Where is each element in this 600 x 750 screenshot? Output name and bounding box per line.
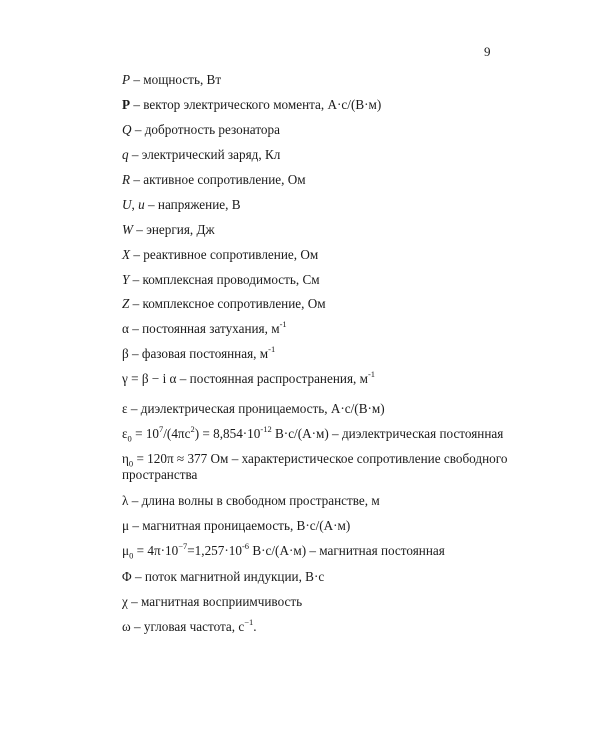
symbol: P: [122, 72, 131, 87]
entry-quality-factor: [122, 122, 280, 138]
entry-electric-moment-vector: [122, 97, 381, 113]
definition: – добротность резонатора: [131, 122, 280, 137]
definition: – электрический заряд, Кл: [128, 147, 281, 162]
entry-susceptibility: [122, 594, 302, 610]
symbol: χ: [122, 594, 128, 609]
definition: – постоянная распространения, м: [176, 371, 368, 386]
symbol: P: [122, 97, 131, 112]
definition: – напряжение, В: [144, 197, 241, 212]
symbol: Q: [122, 122, 132, 137]
symbol-alt: u: [138, 197, 145, 212]
exponent: -6: [241, 540, 250, 551]
formula-part: = 10: [131, 426, 160, 441]
entry-attenuation: [122, 318, 287, 337]
entry-admittance: [122, 272, 320, 288]
formula-part: = 4π·10: [133, 543, 179, 558]
exponent: −1: [244, 616, 254, 627]
symbol: μ: [122, 543, 130, 558]
entry-permittivity: [122, 401, 385, 417]
formula-part: ) = 8,854·10: [194, 426, 261, 441]
definition: – длина волны в свободном пространстве, м: [128, 493, 380, 508]
entry-impedance: [122, 296, 326, 312]
exponent: 7: [159, 423, 164, 434]
entry-energy: [122, 222, 215, 238]
subscript: 0: [128, 458, 134, 469]
entry-charge: [122, 147, 280, 163]
definition: – поток магнитной индукции, В·с: [131, 569, 325, 584]
subscript: 0: [129, 550, 134, 561]
exponent: -1: [367, 368, 376, 379]
separator: ,: [131, 197, 139, 212]
definition: В·с/(А·м) – диэлектрическая постоянная: [271, 426, 504, 441]
symbol: Φ: [122, 569, 132, 584]
symbol: ω: [122, 619, 131, 634]
symbol: ε: [122, 401, 128, 416]
definition: – реактивное сопротивление, Ом: [130, 247, 319, 262]
entry-propagation-constant: [122, 368, 376, 387]
symbol: λ: [122, 493, 129, 508]
formula-part: =1,257·10: [187, 543, 242, 558]
exponent: −7: [178, 540, 188, 551]
definition: – фазовая постоянная, м: [128, 346, 269, 361]
entry-vacuum-permeability: [122, 540, 445, 561]
entry-resistance: [122, 172, 306, 188]
symbol: Z: [122, 296, 130, 311]
exponent: 2: [190, 423, 195, 434]
entry-angular-frequency: [122, 616, 257, 635]
definition-continued: пространства: [122, 467, 198, 482]
entry-power: [122, 72, 221, 88]
symbol: Y: [122, 272, 130, 287]
symbol: ε: [122, 426, 128, 441]
entry-wave-impedance: [122, 451, 507, 467]
formula-part: /(4πс: [163, 426, 191, 441]
symbol: η: [122, 451, 129, 466]
definition: – магнитная проницаемость, В·с/(А·м): [129, 518, 351, 533]
symbol: U: [122, 197, 132, 212]
trailing-period: .: [253, 619, 257, 634]
exponent: -1: [268, 343, 276, 354]
definition: – диэлектрическая проницаемость, А·с/(В·м): [127, 401, 385, 416]
entry-voltage: [122, 197, 241, 213]
entry-wave-impedance-continued: [122, 467, 197, 483]
symbol: β: [122, 346, 129, 361]
page-number: 9: [484, 44, 491, 59]
exponent: -1: [279, 318, 287, 329]
entry-vacuum-permittivity: [122, 423, 504, 444]
subscript: 0: [127, 433, 132, 444]
definition: – энергия, Дж: [133, 222, 215, 237]
symbol: α: [122, 321, 129, 336]
formula: γ = β − i α: [122, 371, 177, 386]
definition: = 120π ≈ 377 Ом – характеристическое сопротивление свободного: [133, 451, 508, 466]
definition: – постоянная затухания, м: [128, 321, 280, 336]
symbol: R: [122, 172, 131, 187]
entry-reactance: [122, 247, 318, 263]
definition: – комплексная проводимость, См: [129, 272, 320, 287]
entry-permeability: [122, 518, 350, 534]
entry-phase-constant: [122, 343, 276, 362]
definition: – магнитная восприимчивость: [127, 594, 303, 609]
exponent: -12: [260, 423, 272, 434]
symbol: q: [122, 147, 129, 162]
definition: – вектор электрического момента, А·с/(В·м): [130, 97, 382, 112]
entry-wavelength: [122, 493, 380, 509]
definition: – угловая частота, с: [130, 619, 245, 634]
symbol: X: [122, 247, 131, 262]
symbol: W: [122, 222, 133, 237]
definition: – мощность, Вт: [130, 72, 222, 87]
entry-magnetic-flux: [122, 569, 324, 585]
definition: – активное сопротивление, Ом: [130, 172, 306, 187]
definition: – комплексное сопротивление, Ом: [129, 296, 326, 311]
definition: В·с/(А·м) – магнитная постоянная: [249, 543, 445, 558]
symbol: μ: [122, 518, 130, 533]
